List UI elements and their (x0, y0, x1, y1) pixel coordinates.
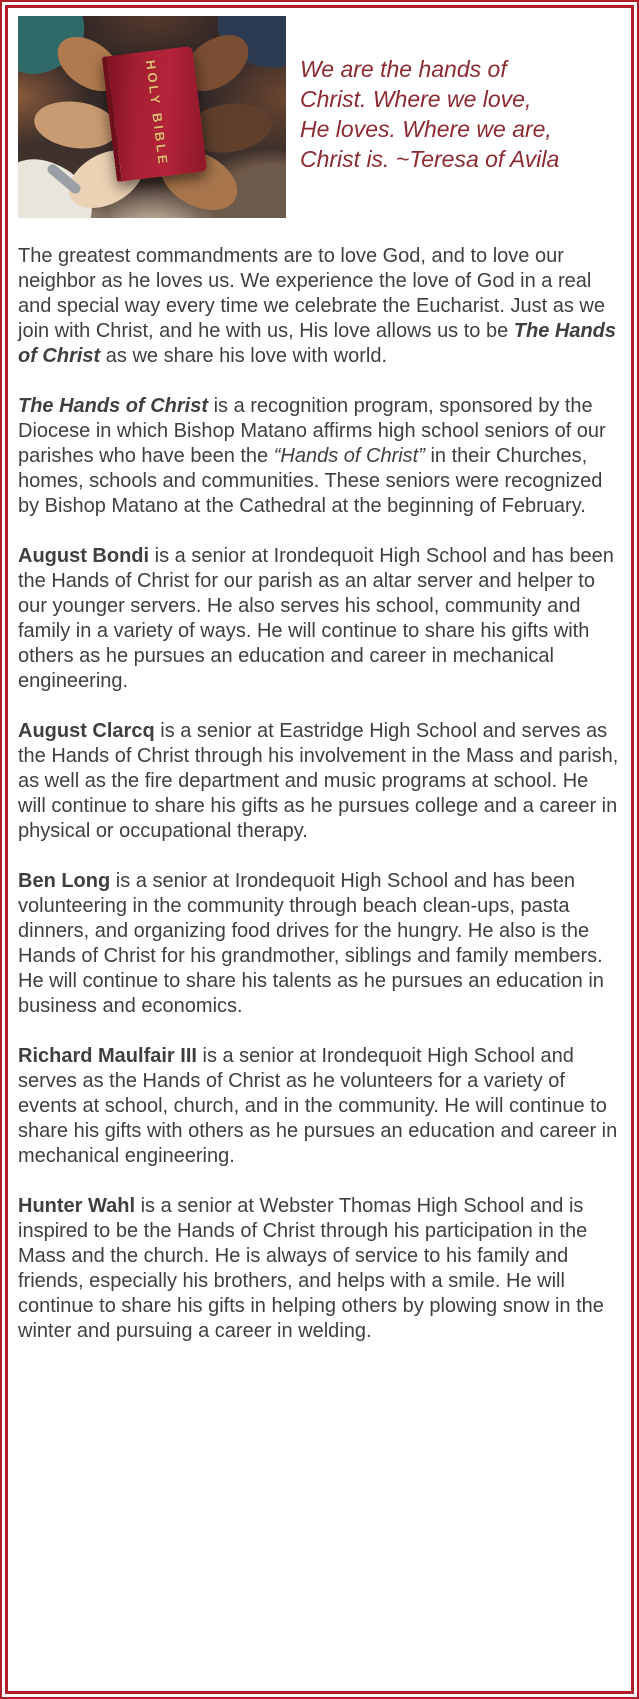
text-run: The Hands of Christ (18, 395, 209, 417)
holy-bible-book (102, 46, 208, 182)
quote-line: Christ is. ~Teresa of Avila (300, 146, 560, 172)
text-run: Ben Long (18, 870, 111, 892)
paragraph-hunter-wahl (18, 1194, 619, 1344)
text-run: August Bondi (18, 545, 150, 567)
paragraph-ben-long (18, 869, 619, 1019)
header-section (18, 16, 619, 218)
paragraph-august-clarcq (18, 719, 619, 844)
paragraph-august-bondi (18, 544, 619, 694)
text-run: “Hands of Christ” (273, 445, 425, 467)
hands-bible-photo (18, 16, 286, 218)
quote-line: We are the hands of (300, 56, 507, 82)
text-run: Richard Maulfair III (18, 1045, 197, 1067)
text-run: as we share his love with world. (100, 345, 388, 367)
text-run: The greatest commandments are to love God, and to love our neighbor as he loves us. We experience the love of God in a real and special way every time we celebrate the Eucharist. Just as we join with Christ, and he with us, His love allows us to be (18, 245, 605, 342)
page-frame (5, 5, 634, 1694)
holy-bible-title: HOLY BIBLE (142, 59, 171, 168)
text-run: is a senior at Webster Thomas High School and is inspired to be the Hands of Christ through his participation in the Mass and the church. He is always of service to his family and friends, especially his brothers, and helps with a smile. He will continue to share his gifts in helping others by plowing snow in the winter and pursuing a career in welding. (18, 1195, 604, 1342)
text-run: is a recognition program, sponsored by the Diocese in which Bishop Matano affirms high school seniors of our parishes who have been the (18, 395, 606, 467)
text-run: Hunter Wahl (18, 1195, 136, 1217)
text-run: August Clarcq (18, 720, 155, 742)
text-run: is a senior at Irondequoit High School and has been the Hands of Christ for our parish as an altar server and helper to our younger servers. He also serves his school, community and family in a variety of ways. He will continue to share his gifts with others as he pursues an education and career in mechanical engineering. (18, 545, 614, 692)
text-run: The Hands of Christ (18, 320, 617, 367)
quote-text (300, 54, 559, 174)
quote-line: He loves. Where we are, (300, 116, 552, 142)
text-run: is a senior at Irondequoit High School and has been volunteering in the community through beach clean-ups, pasta dinners, and organizing food drives for the hungry. He also is the Hands of Christ for his grandmother, siblings and family members. He will continue to share his talents as he pursues an education in business and economics. (18, 870, 604, 1017)
paragraph-richard-maulfair (18, 1044, 619, 1169)
text-run: is a senior at Irondequoit High School and serves as the Hands of Christ as he volunteers for a variety of events at school, church, and in the community. He will continue to share his gifts with others as he pursues an education and career in mechanical engineering. (18, 1045, 618, 1167)
quote-line: Christ. Where we love, (300, 86, 532, 112)
paragraph-program (18, 394, 619, 519)
text-run: is a senior at Eastridge High School and serves as the Hands of Christ through his involvement in the Mass and parish, as well as the fire department and music programs at school. He will continue to share his gifts as he pursues college and a career in physical or occupational therapy. (18, 720, 619, 842)
paragraph-intro (18, 244, 619, 369)
body-section (18, 244, 619, 1344)
text-run: in their Churches, homes, schools and communities. These seniors were recognized by Bishop Matano at the Cathedral at the beginning of February. (18, 445, 603, 517)
